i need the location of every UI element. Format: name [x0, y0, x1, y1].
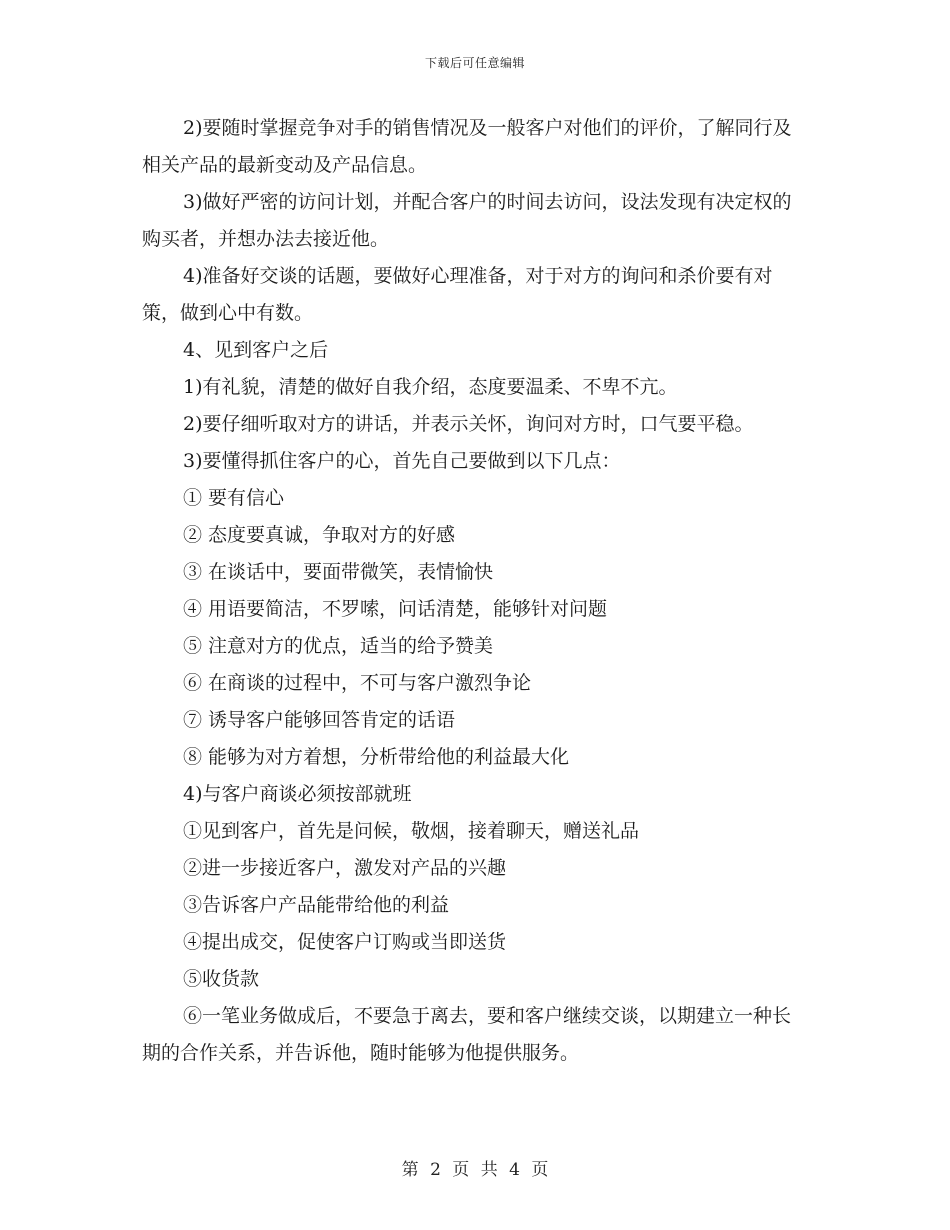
list-item: ① 要有信心: [183, 487, 285, 509]
step-item: ③告诉客户产品能带给他的利益: [183, 894, 450, 916]
list-item: ④ 用语要简洁，不罗嗦，问话清楚，能够针对问题: [183, 598, 608, 620]
list-item: ③ 在谈话中，要面带微笑，表情愉快: [183, 561, 494, 583]
section-heading-after-meeting: 4、见到客户之后: [183, 339, 329, 361]
paragraph-listening: 2)要仔细听取对方的讲话，并表示关怀，询问对方时，口气要平稳。: [183, 413, 754, 435]
step-item: ②进一步接近客户，激发对产品的兴趣: [183, 857, 507, 879]
steps-heading: 4)与客户商谈必须按部就班: [183, 783, 412, 805]
step-item: ⑤收货款: [183, 968, 260, 990]
list-item: ⑥ 在商谈的过程中，不可与客户激烈争论: [183, 672, 532, 694]
paragraph-competitor-info: 2)要随时掌握竞争对手的销售情况及一般客户对他们的评价，了解同行及相关产品的最新变动及产品信息。: [142, 117, 792, 176]
paragraph-topic-prep: 4)准备好交谈的话题，要做好心理准备，对于对方的询问和杀价要有对策，做到心中有数。: [142, 265, 773, 324]
list-item: ② 态度要真诚，争取对方的好感: [183, 524, 456, 546]
page-number-footer: 第 2 页 共 4 页: [401, 1160, 549, 1180]
page-header: 下载后可任意编辑: [424, 56, 525, 70]
step-item-final: ⑥一笔业务做成后，不要急于离去，要和客户继续交谈，以期建立一种长期的合作关系，并告诉他，随时能够为他提供服务。: [142, 1005, 792, 1064]
list-item: ⑤ 注意对方的优点，适当的给予赞美: [183, 635, 494, 657]
step-item: ④提出成交，促使客户订购或当即送货: [183, 931, 507, 953]
step-item: ①见到客户，首先是问候，敬烟，接着聊天，赠送礼品: [183, 820, 640, 842]
list-item: ⑦ 诱导客户能够回答肯定的话语: [183, 709, 456, 731]
document-body: [142, 110, 802, 1072]
paragraph-politeness: 1)有礼貌，清楚的做好自我介绍，态度要温柔、不卑不亢。: [183, 376, 678, 398]
list-item: ⑧ 能够为对方着想，分析带给他的利益最大化: [183, 746, 570, 768]
paragraph-visit-plan: 3)做好严密的访问计划，并配合客户的时间去访问，设法发现有决定权的购买者，并想办法去接近他。: [142, 191, 792, 250]
paragraph-win-heart: 3)要懂得抓住客户的心，首先自己要做到以下几点：: [183, 450, 621, 472]
